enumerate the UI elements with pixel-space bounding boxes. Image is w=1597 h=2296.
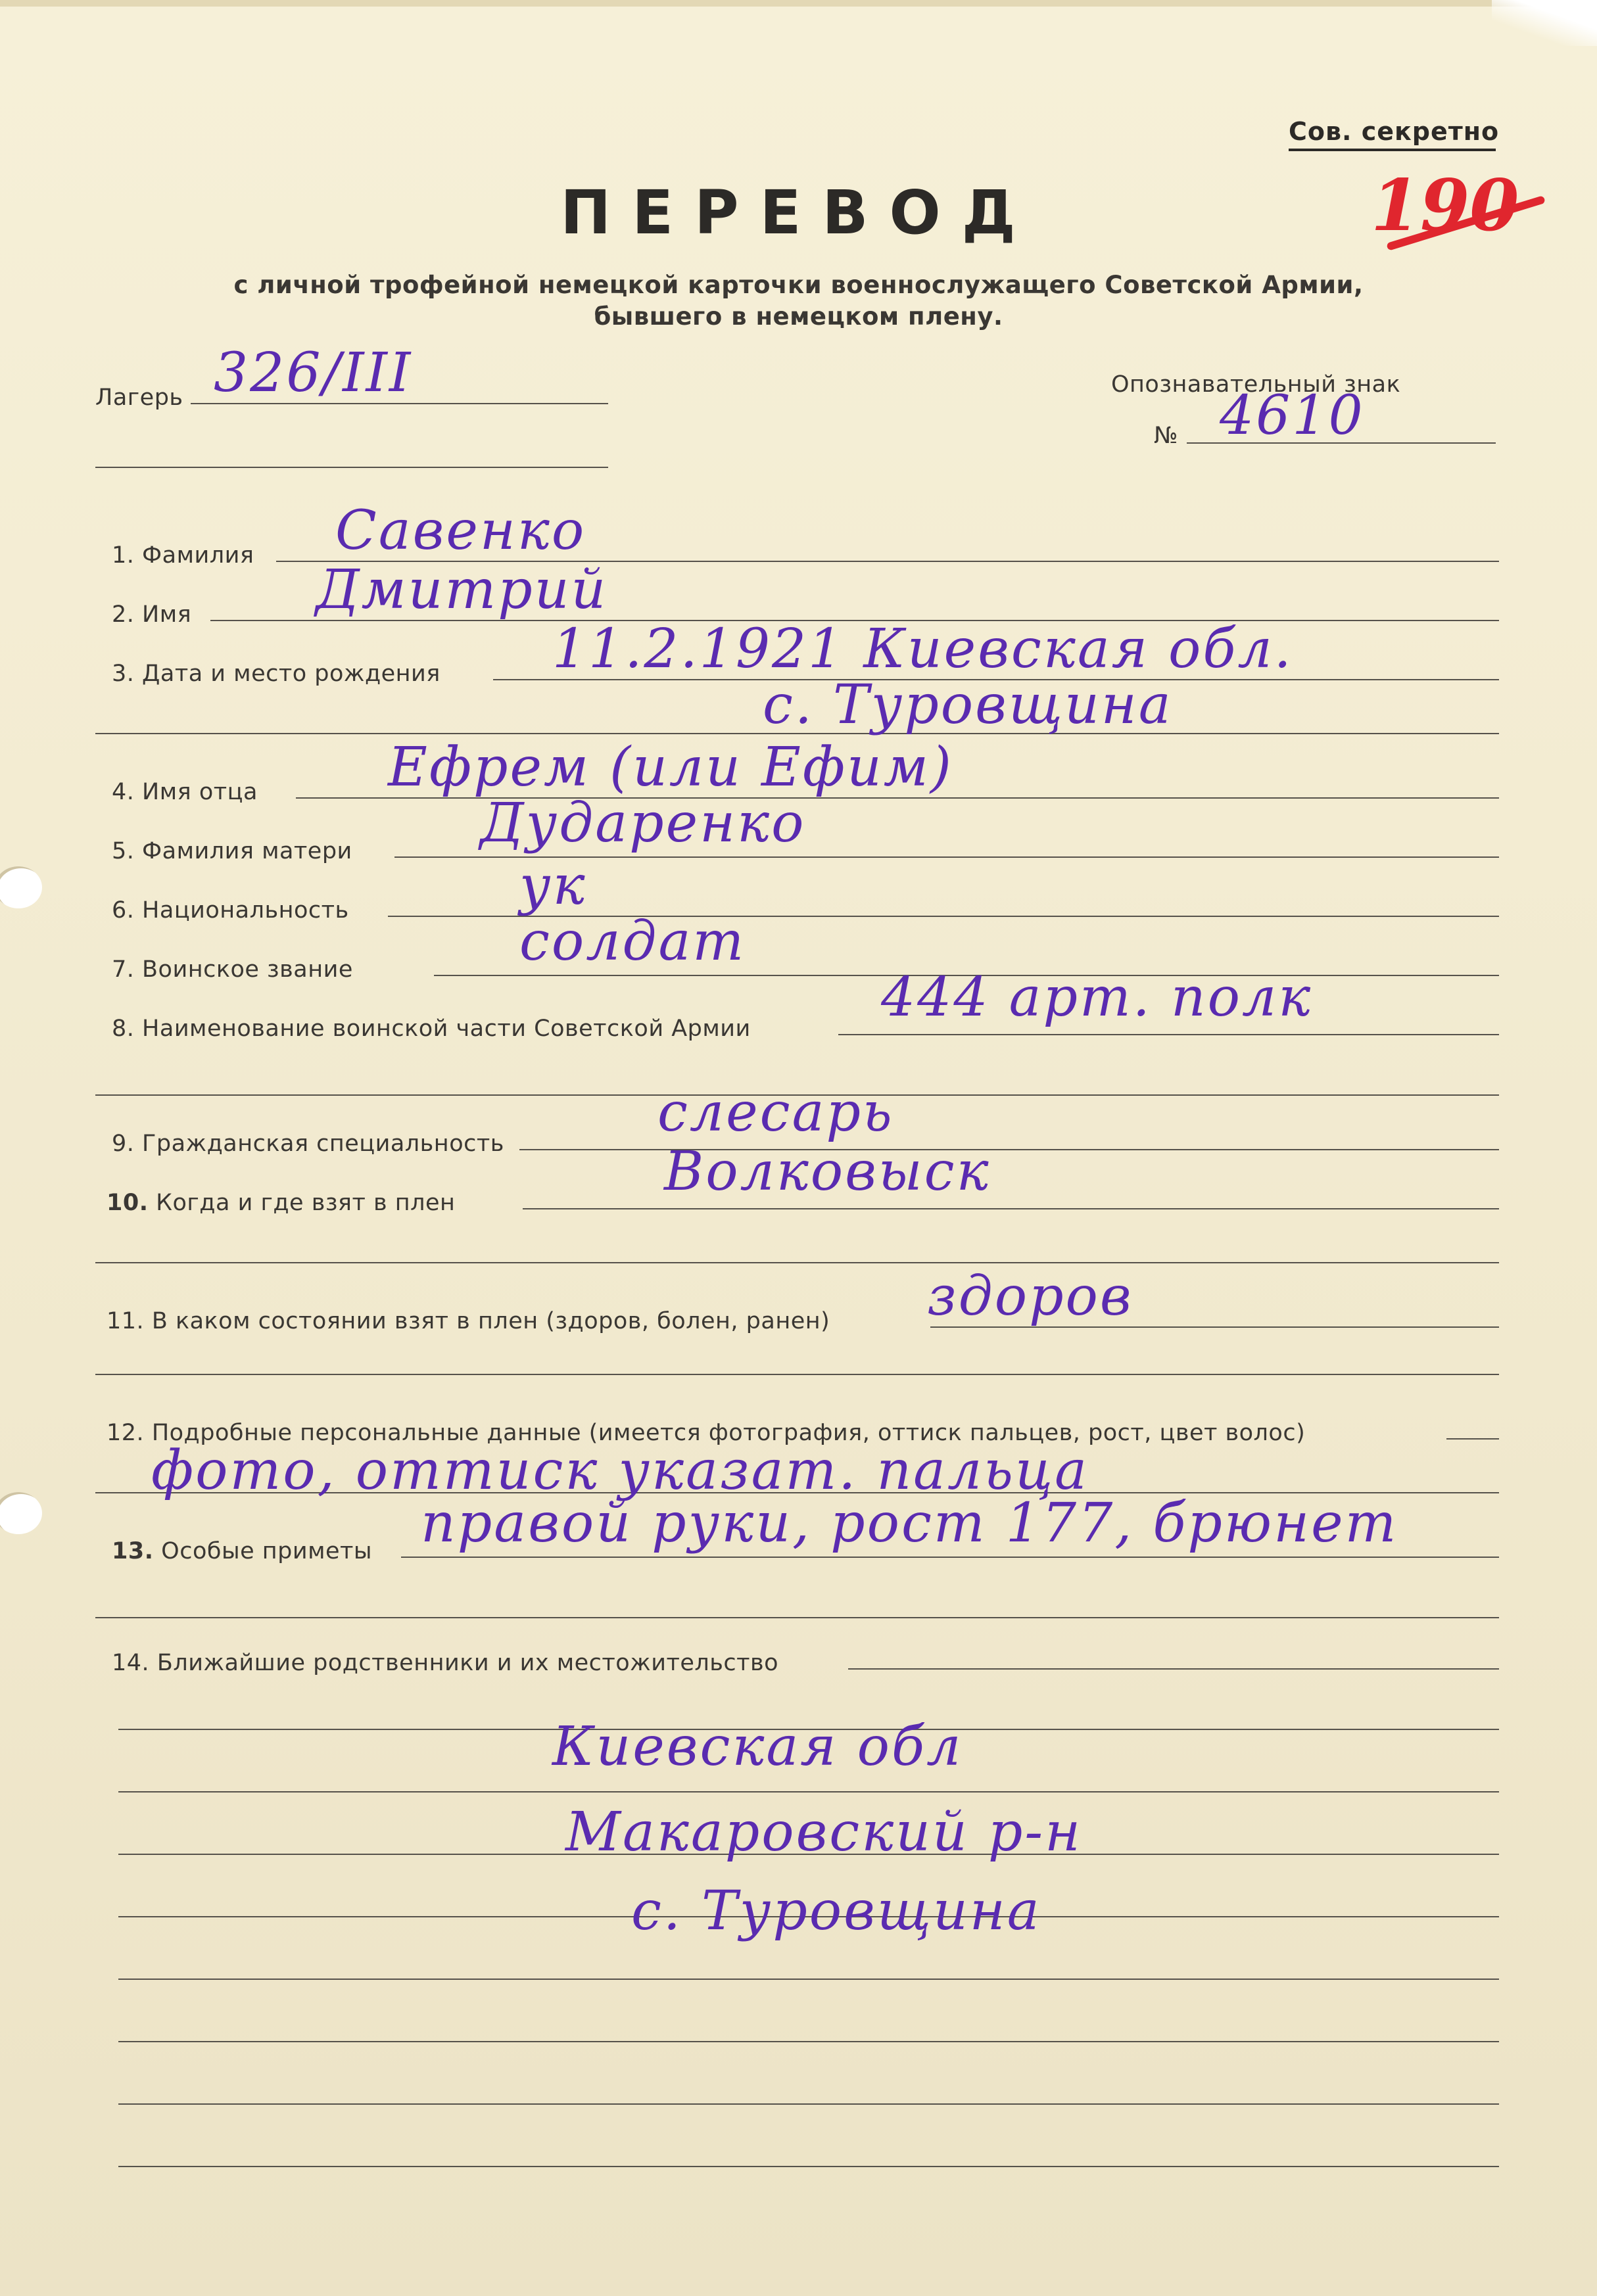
- field-8-line: [838, 1034, 1499, 1035]
- field-10-label: 10. Когда и где взят в плен: [107, 1190, 456, 1216]
- id-tag-no-label: №: [1154, 423, 1178, 449]
- punch-hole-upper: [0, 866, 42, 908]
- relatives-line-2: [118, 1791, 1499, 1792]
- field-1-value: Савенко: [335, 500, 586, 562]
- field-3-label: 3. Дата и место рождения: [112, 661, 441, 687]
- field-4-value: Ефрем (или Ефим): [388, 736, 953, 799]
- archive-number: 190: [1371, 164, 1519, 247]
- field-7-label: 7. Воинское звание: [112, 956, 353, 983]
- field-13-label: 13. Особые приметы: [112, 1538, 373, 1564]
- field-4-label: 4. Имя отца: [112, 779, 258, 805]
- field-14-value-1: Киевская обл: [552, 1716, 963, 1778]
- field-13-value: правой руки, рост 177, брюнет: [421, 1492, 1398, 1555]
- field-9-value: слесарь: [657, 1081, 894, 1144]
- folded-corner: [1492, 0, 1597, 46]
- field-13-line-2: [95, 1617, 1499, 1618]
- id-tag-value: 4610: [1220, 385, 1365, 447]
- field-14-value-3: с. Туровщина: [631, 1880, 1041, 1942]
- field-14-value-2: Макаровский р-н: [565, 1801, 1083, 1863]
- punch-hole-lower: [0, 1492, 42, 1534]
- field-11-value: здоров: [927, 1265, 1133, 1328]
- document-subtitle-line1: с личной трофейной немецкой карточки военнослужащего Советской Армии,: [233, 271, 1364, 299]
- classification-underline: [1289, 149, 1496, 151]
- id-tag-label: Опознавательный знак: [1111, 371, 1401, 398]
- field-11-label: 11. В каком состоянии взят в плен (здоров, болен, ранен): [107, 1308, 830, 1334]
- field-3-value: 11.2.1921 Киевская обл.: [552, 618, 1293, 680]
- field-14-label: 14. Ближайшие родственники и их местожительство: [112, 1650, 779, 1676]
- field-14-line: [848, 1668, 1499, 1670]
- field-6-label: 6. Национальность: [112, 897, 349, 924]
- field-12-label: 12. Подробные персональные данные (имеется фотография, оттиск пальцев, рост, цвет волос): [107, 1420, 1306, 1446]
- relatives-line-5: [118, 1979, 1499, 1980]
- field-12-value: фото, оттиск указат. пальца: [151, 1440, 1089, 1502]
- field-1-label: 1. Фамилия: [112, 542, 254, 569]
- field-10-line-2: [95, 1262, 1499, 1263]
- field-3-value-2: с. Туровщина: [763, 674, 1173, 736]
- field-8-value: 444 арт. полк: [881, 966, 1313, 1029]
- paper-top-edge: [0, 0, 1597, 7]
- field-5-label: 5. Фамилия матери: [112, 838, 352, 864]
- field-10-line: [523, 1208, 1499, 1209]
- field-9-label: 9. Гражданская специальность: [112, 1131, 504, 1157]
- field-5-value: Дударенко: [480, 792, 806, 855]
- document-title: ПЕРЕВОД: [560, 177, 1037, 248]
- field-11-line-2: [95, 1374, 1499, 1375]
- document-subtitle-line2: бывшего в немецком плену.: [594, 302, 1003, 331]
- relatives-line-6: [118, 2041, 1499, 2042]
- field-2-label: 2. Имя: [112, 601, 192, 628]
- classification-stamp: Сов. секретно: [1289, 117, 1500, 146]
- field-10-value: Волковыск: [664, 1140, 991, 1203]
- field-6-value: ук: [519, 855, 587, 917]
- field-7-value: солдат: [519, 910, 746, 973]
- field-13-line: [401, 1557, 1499, 1558]
- field-2-value: Дмитрий: [316, 559, 608, 621]
- relatives-line-7: [118, 2103, 1499, 2105]
- relatives-line-8: [118, 2166, 1499, 2167]
- field-12-line: [1446, 1438, 1499, 1440]
- camp-label: Лагерь: [95, 385, 183, 411]
- camp-value: 326/III: [214, 342, 413, 404]
- camp-line-2: [95, 467, 608, 468]
- field-8-label: 8. Наименование воинской части Советской Армии: [112, 1016, 751, 1042]
